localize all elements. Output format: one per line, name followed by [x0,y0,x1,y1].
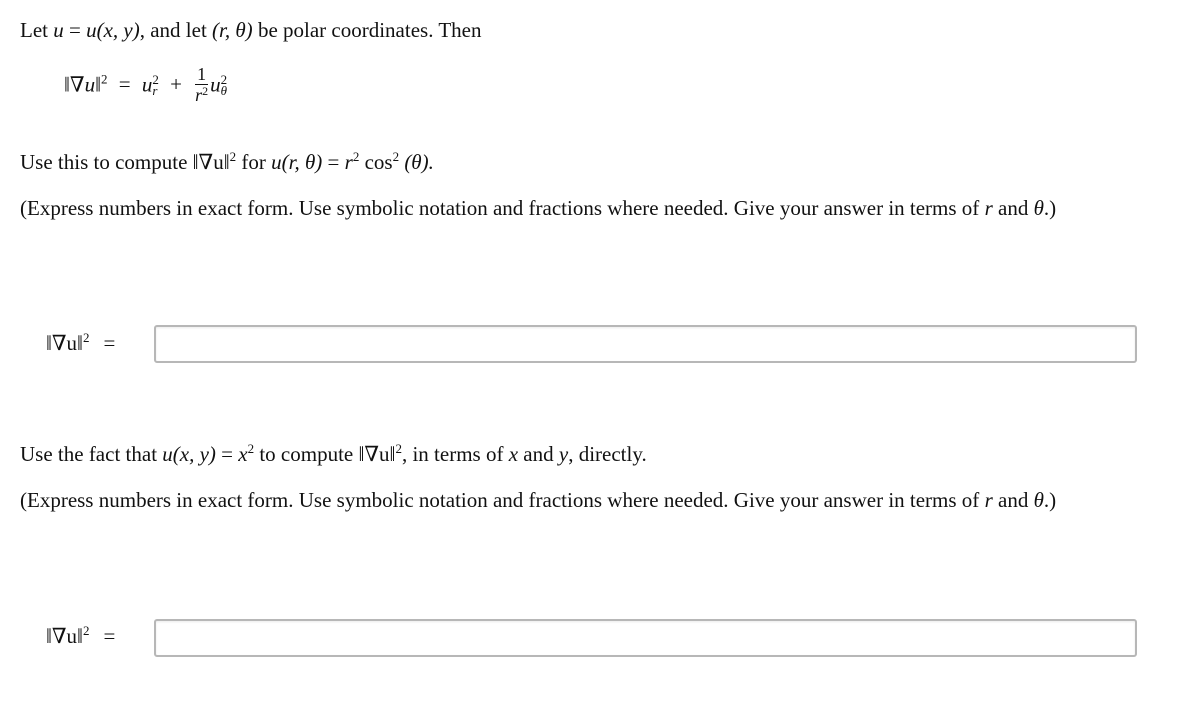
var-x: x [508,442,519,466]
cos-function: cos [359,150,393,174]
var-u: u [84,72,96,97]
exponent: 2 [247,441,255,456]
var-u: u [53,18,64,42]
function-expr: u(r, θ) [271,150,323,174]
gradient-norm: ‖∇u‖ [192,150,230,174]
var-u: u [141,72,153,97]
exponent: 2 [229,149,237,164]
plus-sign: + [170,72,182,97]
answer-2-label [46,624,121,649]
norm-close: ‖ [95,72,101,97]
var-y: y [558,442,569,466]
fraction [195,64,208,105]
function-expr: u(x, y) [162,442,216,466]
instruction-text-part: (Express numbers in exact form. Use symbolic notation and fractions where needed. Give your answer in terms of [20,196,985,220]
intro-text-part: , and let [139,18,213,42]
intro-text [20,16,481,44]
equals-sign: = [103,331,116,355]
exponent: 2 [352,149,360,164]
denominator-var: r [195,85,203,105]
subscript-superscript [220,71,228,98]
intro-text-part: Let [20,18,54,42]
equals-sign: = [118,72,131,97]
question-text-part: and [518,442,559,466]
instruction-text-part: (Express numbers in exact form. Use symbolic notation and fractions where needed. Give your answer in terms of [20,488,985,512]
exponent: 2 [202,84,209,98]
question-text-part: , directly. [568,442,647,466]
instruction-text-part: .) [1043,488,1057,512]
intro-text-part: be polar coordinates. Then [252,18,482,42]
superscript: 2 [220,71,228,87]
question-text-part: Use the fact that [20,442,163,466]
var-u: u [86,18,97,42]
question-1-text [20,148,434,176]
subscript: θ [220,82,228,98]
var-x: x [238,442,248,466]
var-r: r [984,488,993,512]
function-args: (x, y) [96,18,140,42]
function-args: (θ). [399,150,434,174]
norm-open: ‖∇ [64,72,85,97]
fraction-numerator: 1 [195,64,208,85]
instruction-2-text [20,486,1056,514]
subscript-superscript [152,71,159,98]
exponent: 2 [392,149,400,164]
answer-1-input[interactable] [154,325,1137,363]
subscript: r [152,82,158,98]
question-text-part: to compute [254,442,359,466]
gradient-formula [64,66,227,107]
gradient-norm: ‖∇u‖ [358,442,396,466]
instruction-1-text [20,194,1056,222]
gradient-norm: ‖∇u‖ [46,331,83,355]
answer-2-input[interactable] [154,619,1137,657]
exponent: 2 [395,441,402,456]
var-r: r [344,150,353,174]
var-theta: θ [1033,488,1044,512]
exponent: 2 [82,330,90,345]
exponent: 2 [100,71,108,87]
instruction-text-part: and [992,488,1034,512]
equals-sign: = [63,18,87,42]
question-text-part: , in terms of [401,442,509,466]
var-r: r [984,196,993,220]
equals-sign: = [322,150,345,174]
answer-1-label [46,331,121,356]
equals-sign: = [215,442,239,466]
gradient-norm: ‖∇u‖ [46,624,83,648]
fraction-denominator [195,85,208,105]
question-2-text [20,440,647,468]
var-u: u [210,72,221,97]
instruction-text-part: .) [1043,196,1057,220]
equals-sign: = [103,624,116,648]
polar-coords: (r, θ) [212,18,253,42]
question-text-part: Use this to compute [20,150,193,174]
exponent: 2 [82,623,90,638]
var-theta: θ [1033,196,1044,220]
instruction-text-part: and [992,196,1034,220]
question-text-part: for [236,150,272,174]
superscript: 2 [152,71,159,87]
